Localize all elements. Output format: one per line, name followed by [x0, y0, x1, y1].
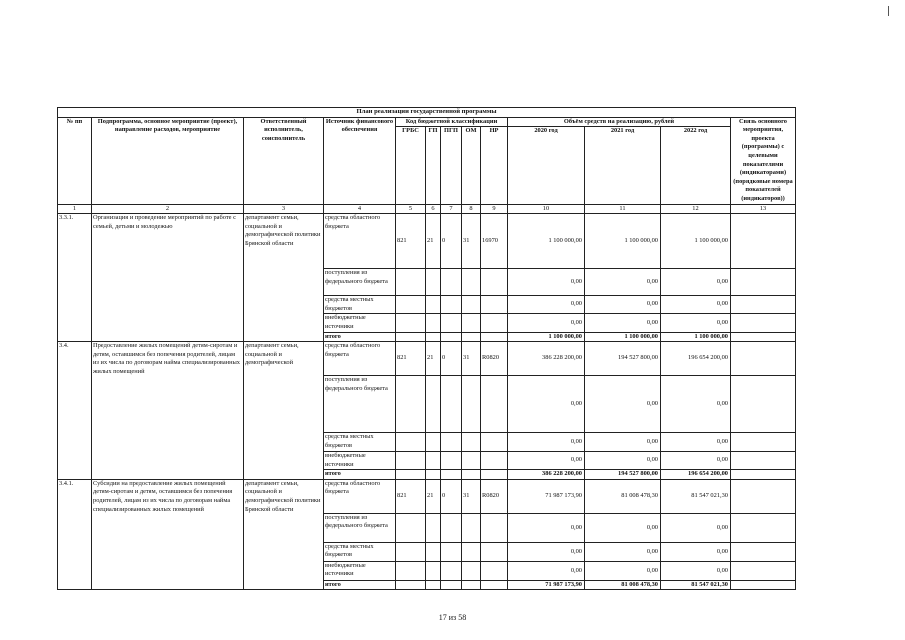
funding-amount: 0,00 — [508, 376, 585, 433]
budget-code — [462, 376, 481, 433]
budget-code: 21 — [426, 214, 441, 269]
item-number: 3.4. — [58, 342, 92, 480]
funding-amount: 0,00 — [661, 296, 731, 314]
funding-amount: 1 100 000,00 — [508, 332, 585, 342]
header-source: Источник финансового обеспечения — [324, 117, 396, 204]
indicator-link — [731, 479, 796, 513]
funding-amount: 0,00 — [661, 269, 731, 296]
header-gp: ГП — [426, 127, 441, 204]
funding-amount: 0,00 — [585, 513, 661, 542]
budget-code — [426, 580, 441, 590]
budget-code — [462, 470, 481, 480]
funding-amount: 0,00 — [585, 296, 661, 314]
column-number: 10 — [508, 204, 585, 214]
table-title: План реализации государственной программы — [58, 108, 796, 118]
budget-code — [441, 269, 462, 296]
budget-code — [441, 314, 462, 332]
budget-code: 0 — [441, 479, 462, 513]
header-funding-volume: Объём средств на реализацию, рублей — [508, 117, 731, 127]
indicator-link — [731, 542, 796, 561]
funding-source: средства местных бюджетов — [324, 296, 396, 314]
column-number: 2 — [92, 204, 244, 214]
table-row — [58, 342, 796, 376]
funding-amount: 1 100 000,00 — [661, 332, 731, 342]
budget-code: R0820 — [481, 342, 508, 376]
funding-amount: 194 527 800,00 — [585, 470, 661, 480]
indicator-link — [731, 342, 796, 376]
budget-code — [396, 314, 426, 332]
header-num: № пп — [58, 117, 92, 204]
table-row — [58, 214, 796, 269]
column-number: 13 — [731, 204, 796, 214]
budget-code — [441, 452, 462, 470]
indicator-link — [731, 580, 796, 590]
budget-code — [481, 376, 508, 433]
funding-amount: 194 527 800,00 — [585, 342, 661, 376]
budget-code — [462, 561, 481, 580]
funding-amount: 0,00 — [585, 542, 661, 561]
budget-code — [396, 452, 426, 470]
budget-code — [396, 433, 426, 452]
funding-source: поступления из федерального бюджета — [324, 376, 396, 433]
budget-code: 0 — [441, 342, 462, 376]
funding-amount: 0,00 — [585, 433, 661, 452]
indicator-link — [731, 214, 796, 269]
funding-amount: 0,00 — [585, 376, 661, 433]
funding-amount: 71 987 173,90 — [508, 479, 585, 513]
activity-name: Субсидии на предоставление жилых помещений детям-сиротам и детям, оставшимся без попечения родителей, лицам из их числа по договорам найма специализированных жилых помещений — [92, 479, 244, 590]
header-grbs: ГРБС — [396, 127, 426, 204]
header-activity: Подпрограмма, основное мероприятие (проект), направление расходов, мероприятие — [92, 117, 244, 204]
budget-code — [426, 452, 441, 470]
budget-code — [426, 296, 441, 314]
indicator-link — [731, 314, 796, 332]
column-number: 5 — [396, 204, 426, 214]
budget-code — [396, 580, 426, 590]
indicator-link — [731, 561, 796, 580]
budget-code — [462, 513, 481, 542]
budget-code — [441, 513, 462, 542]
column-number: 4 — [324, 204, 396, 214]
funding-amount: 0,00 — [508, 513, 585, 542]
funding-amount: 0,00 — [585, 452, 661, 470]
column-number: 11 — [585, 204, 661, 214]
item-number: 3.3.1. — [58, 214, 92, 342]
budget-code — [396, 470, 426, 480]
indicator-link — [731, 470, 796, 480]
budget-code — [481, 470, 508, 480]
budget-code — [462, 314, 481, 332]
funding-source: итого — [324, 580, 396, 590]
budget-code — [396, 542, 426, 561]
funding-amount: 1 100 000,00 — [661, 214, 731, 269]
budget-code — [481, 561, 508, 580]
budget-code — [396, 296, 426, 314]
budget-code: 21 — [426, 342, 441, 376]
header-nr: НР — [481, 127, 508, 204]
funding-amount: 386 228 200,00 — [508, 470, 585, 480]
funding-amount: 0,00 — [661, 433, 731, 452]
funding-amount: 0,00 — [661, 542, 731, 561]
budget-code — [481, 296, 508, 314]
budget-code — [462, 542, 481, 561]
budget-code — [481, 332, 508, 342]
column-number: 12 — [661, 204, 731, 214]
budget-code — [441, 561, 462, 580]
indicator-link — [731, 433, 796, 452]
header-2022: 2022 год — [661, 127, 731, 204]
budget-code — [426, 332, 441, 342]
budget-code — [396, 269, 426, 296]
budget-code — [481, 580, 508, 590]
funding-amount: 81 008 478,30 — [585, 580, 661, 590]
budget-code — [462, 296, 481, 314]
budget-code — [426, 314, 441, 332]
budget-code: 821 — [396, 479, 426, 513]
budget-code — [462, 580, 481, 590]
indicator-link — [731, 452, 796, 470]
column-number: 1 — [58, 204, 92, 214]
budget-code: R0820 — [481, 479, 508, 513]
funding-source: внебюджетные источники — [324, 314, 396, 332]
funding-amount: 0,00 — [661, 513, 731, 542]
funding-amount: 0,00 — [508, 561, 585, 580]
funding-amount: 1 100 000,00 — [508, 214, 585, 269]
indicator-link — [731, 332, 796, 342]
column-number: 3 — [244, 204, 324, 214]
column-number: 8 — [462, 204, 481, 214]
funding-source: итого — [324, 470, 396, 480]
item-number: 3.4.1. — [58, 479, 92, 590]
column-number: 6 — [426, 204, 441, 214]
indicator-link — [731, 269, 796, 296]
budget-code — [426, 542, 441, 561]
budget-code — [462, 452, 481, 470]
page-number: 17 из 58 — [438, 613, 467, 622]
responsible-executor: департамент семьи, социальной и демографической политики Брянской области — [244, 214, 324, 342]
budget-code — [462, 332, 481, 342]
budget-code — [441, 470, 462, 480]
indicator-link — [731, 513, 796, 542]
responsible-executor: департамент семьи, социальной и демографической политики Брянской области — [244, 479, 324, 590]
header-budget-codes: Код бюджетной классификации — [396, 117, 508, 127]
responsible-executor: департамент семьи, социальной и демографической — [244, 342, 324, 480]
budget-code — [426, 470, 441, 480]
budget-code: 16970 — [481, 214, 508, 269]
funding-amount: 196 654 200,00 — [661, 470, 731, 480]
budget-code — [481, 542, 508, 561]
budget-code: 821 — [396, 342, 426, 376]
funding-amount: 1 100 000,00 — [585, 214, 661, 269]
budget-code — [441, 332, 462, 342]
funding-amount: 0,00 — [661, 561, 731, 580]
table-row — [58, 479, 796, 513]
funding-source: средства местных бюджетов — [324, 542, 396, 561]
funding-source: внебюджетные источники — [324, 452, 396, 470]
budget-code — [441, 580, 462, 590]
column-number-row — [58, 204, 796, 214]
funding-source: средства областного бюджета — [324, 342, 396, 376]
funding-amount: 0,00 — [508, 296, 585, 314]
budget-code: 31 — [462, 479, 481, 513]
budget-code: 821 — [396, 214, 426, 269]
budget-code: 21 — [426, 479, 441, 513]
budget-code — [426, 561, 441, 580]
funding-source: средства областного бюджета — [324, 214, 396, 269]
budget-code — [481, 452, 508, 470]
program-plan-table — [57, 107, 796, 590]
budget-code — [441, 296, 462, 314]
budget-code — [426, 269, 441, 296]
budget-code — [396, 376, 426, 433]
budget-code — [426, 513, 441, 542]
header-2021: 2021 год — [585, 127, 661, 204]
budget-code — [481, 433, 508, 452]
column-number: 7 — [441, 204, 462, 214]
budget-code — [396, 332, 426, 342]
budget-code — [441, 433, 462, 452]
funding-amount: 0,00 — [585, 314, 661, 332]
funding-source: поступления из федерального бюджета — [324, 269, 396, 296]
indicator-link — [731, 296, 796, 314]
budget-code — [481, 513, 508, 542]
activity-name: Организация и проведение мероприятий по работе с семьей, детьми и молодежью — [92, 214, 244, 342]
funding-source: средства местных бюджетов — [324, 433, 396, 452]
budget-code — [426, 433, 441, 452]
budget-code — [481, 269, 508, 296]
indicator-link — [731, 376, 796, 433]
funding-amount: 81 008 478,30 — [585, 479, 661, 513]
header-executor: Ответственный исполнитель, соисполнитель — [244, 117, 324, 204]
budget-code — [426, 376, 441, 433]
budget-code — [396, 513, 426, 542]
budget-code: 0 — [441, 214, 462, 269]
scan-edge-mark — [888, 6, 889, 16]
header-om: ОМ — [462, 127, 481, 204]
column-number: 9 — [481, 204, 508, 214]
budget-code — [481, 314, 508, 332]
budget-code — [462, 433, 481, 452]
funding-source: поступления из федерального бюджета — [324, 513, 396, 542]
funding-amount: 0,00 — [508, 452, 585, 470]
funding-amount: 1 100 000,00 — [585, 332, 661, 342]
budget-code — [441, 542, 462, 561]
funding-source: итого — [324, 332, 396, 342]
funding-amount: 81 547 021,30 — [661, 479, 731, 513]
budget-code — [396, 561, 426, 580]
funding-amount: 71 987 173,90 — [508, 580, 585, 590]
header-2020: 2020 год — [508, 127, 585, 204]
funding-amount: 0,00 — [508, 269, 585, 296]
funding-amount: 0,00 — [508, 314, 585, 332]
funding-amount: 81 547 021,30 — [661, 580, 731, 590]
funding-amount: 196 654 200,00 — [661, 342, 731, 376]
header-pgp: ПГП — [441, 127, 462, 204]
budget-code: 31 — [462, 214, 481, 269]
funding-amount: 0,00 — [661, 376, 731, 433]
funding-amount: 0,00 — [585, 561, 661, 580]
funding-source: внебюджетные источники — [324, 561, 396, 580]
funding-amount: 0,00 — [661, 452, 731, 470]
funding-amount: 386 228 200,00 — [508, 342, 585, 376]
budget-code — [462, 269, 481, 296]
budget-code: 31 — [462, 342, 481, 376]
activity-name: Предоставление жилых помещений детям-сиротам и детям, оставшимся без попечения родителей, лицам из их числа по договорам найма специализированных жилых помещений — [92, 342, 244, 480]
funding-amount: 0,00 — [585, 269, 661, 296]
funding-source: средства областного бюджета — [324, 479, 396, 513]
funding-amount: 0,00 — [508, 542, 585, 561]
funding-amount: 0,00 — [661, 314, 731, 332]
funding-amount: 0,00 — [508, 433, 585, 452]
budget-code — [441, 376, 462, 433]
header-indicator-link: Связь основного мероприятия, проекта (программы) с целевыми показателями (индикаторами) (порядковые номера показателей (индикаторов)) — [731, 117, 796, 204]
